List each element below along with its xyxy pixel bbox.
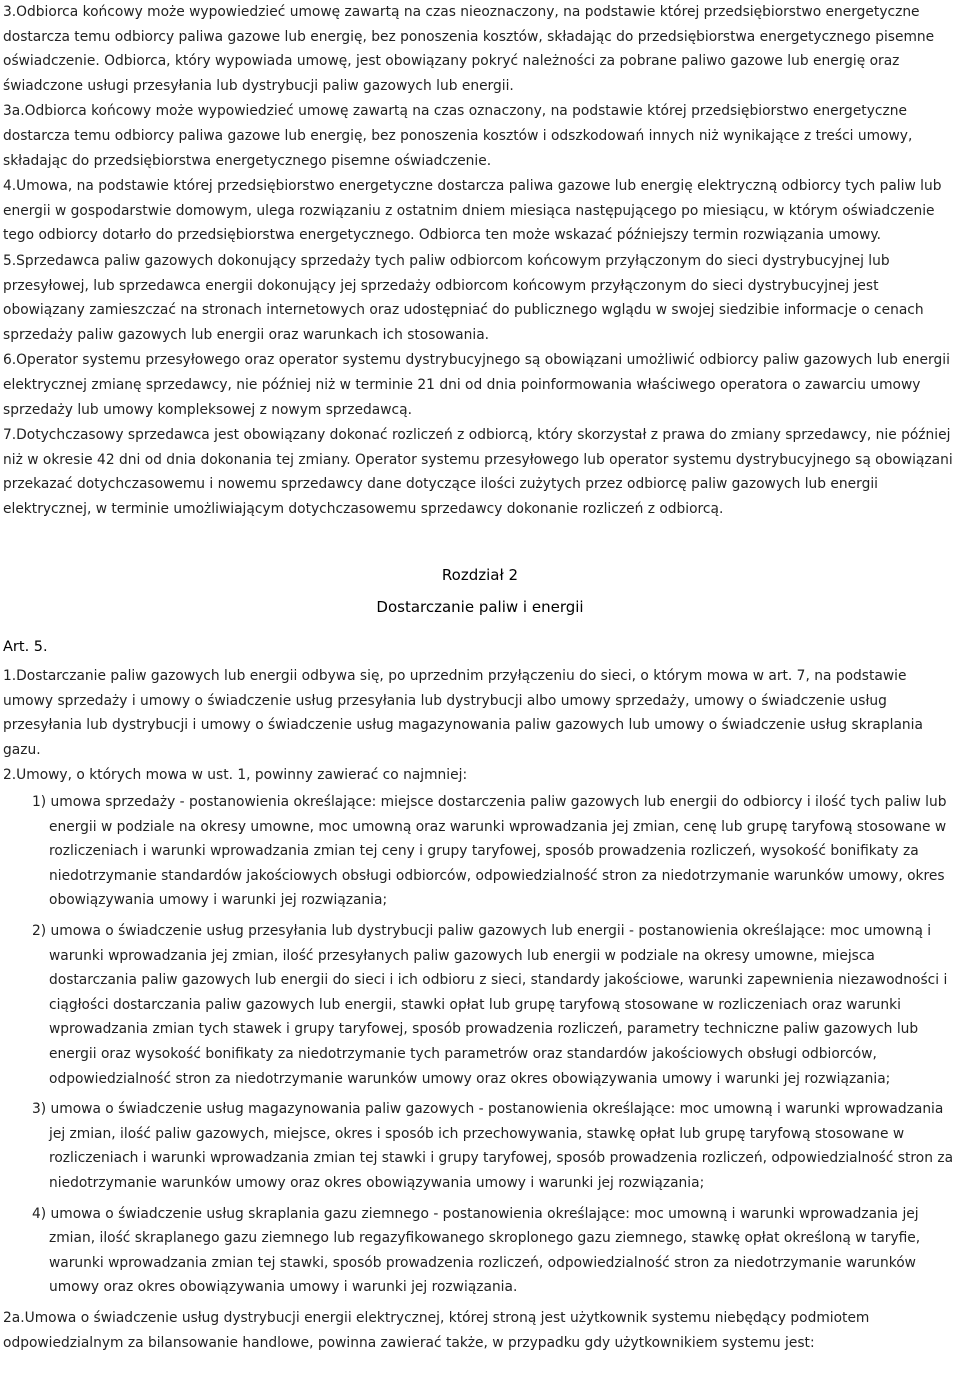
article-label: Art. 5. <box>3 639 48 656</box>
paragraph-3: 3.Odbiorca końcowy może wypowiedzieć umowę zawartą na czas nieoznaczony, na podstawie której przedsiębiorstwo energetyczne dostarcza temu odbiorcy paliwa gazowe lub energię, bez ponoszenia kosztów, składając do przedsiębiorstwa energetycznego pisemne oświadczenie. Odbiorca, który wypowiada umowę, jest obowiązany pokryć należności za pobrane paliwo gazowe lub energię oraz świadczone usługi przesyłania lub dystrybucji paliw gazowych lub energii. <box>3 4 935 94</box>
list-item: 3) umowa o świadczenie usług magazynowania paliw gazowych - postanowienia określające: moc umowną i warunki wprowadzania jej zmian, ilość paliw gazowych, miejsce, okres i sposób ich przechowywania, stawkę opłat lub grupę taryfową stosowane w rozliczeniach i warunki wprowadzania zmian tej stawki i grupy taryfowej, sposób prowadzenia rozliczeń, odpowiedzialność stron za niedotrzymanie warunków umowy oraz okres obowiązywania umowy i warunki jej rozwiązania; <box>32 1101 954 1191</box>
paragraph-6: 6.Operator systemu przesyłowego oraz operator systemu dystrybucyjnego są obowiązani umożliwić odbiorcy paliw gazowych lub energii elektrycznej zmianę sprzedawcy, nie później niż w terminie 21 dni od dnia poinformowania właściwego operatora o zawarciu umowy sprzedaży lub umowy kompleksowej z nowym sprzedawcą. <box>3 352 950 418</box>
list-item: 1) umowa sprzedaży - postanowienia określające: miejsce dostarczenia paliw gazowych lub energii do odbiorcy i ilość tych paliw lub energii w podziale na okresy umowne, moc umowną oraz warunki wprowadzania jej zmian, cenę lub grupę taryfową stosowane w rozliczeniach i warunki wprowadzania zmian tej ceny i grupy taryfowej, sposób prowadzenia rozliczeń, wysokość bonifikaty za niedotrzymanie standardów jakościowych obsługi odbiorców, odpowiedzialność stron za niedotrzymanie warunków umowy, okres obowiązywania umowy i warunki jej rozwiązania; <box>32 794 947 909</box>
paragraph-3a: 3a.Odbiorca końcowy może wypowiedzieć umowę zawartą na czas oznaczony, na podstawie której przedsiębiorstwo energetyczne dostarcza temu odbiorcy paliwa gazowe lub energię, bez ponoszenia kosztów i odszkodowań innych niż wynikające z treści umowy, składając do przedsiębiorstwa energetycznego pisemne oświadczenie. <box>3 103 913 169</box>
paragraph-4: 4.Umowa, na podstawie której przedsiębiorstwo energetyczne dostarcza paliwa gazowe lub energię elektryczną odbiorcy tych paliw lub energii w gospodarstwie domowym, ulega rozwiązaniu z ostatnim dniem miesiąca następującego po miesiącu, w którym oświadczenie tego odbiorcy dotarło do przedsiębiorstwa energetycznego. Odbiorca ten może wskazać późniejszy termin rozwiązania umowy. <box>3 178 942 244</box>
list-item: 4) umowa o świadczenie usług skraplania gazu ziemnego - postanowienia określające: moc umowną i warunki wprowadzania jej zmian, ilość skraplanego gazu ziemnego lub regazyfikowanego skroplonego gazu ziemnego, stawkę opłat określoną w taryfie, warunki wprowadzania zmian tej stawki, sposób prowadzenia rozliczeń, odpowiedzialność stron za niedotrzymanie warunków umowy oraz okres obowiązywania umowy i warunki jej rozwiązania. <box>32 1205 921 1296</box>
article-paragraph-2: 2.Umowy, o których mowa w ust. 1, powinny zawierać co najmniej: <box>3 767 468 784</box>
article-paragraph-1: 1.Dostarczanie paliw gazowych lub energii odbywa się, po uprzednim przyłączeniu do sieci, o którym mowa w art. 7, na podstawie umowy sprzedaży i umowy o świadczenie usług przesyłania lub dystrybucji albo umowy sprzedaży, umowy o świadczenie usług przesyłania lub dystrybucji i umowy o świadczenie usług magazynowania paliw gazowych lub umowy o świadczenie usług skraplania gazu. <box>3 668 923 758</box>
chapter-number: Rozdział 2 <box>441 566 519 585</box>
contract-requirements-list <box>3 790 957 1300</box>
paragraph-5: 5.Sprzedawca paliw gazowych dokonujący sprzedaży tych paliw odbiorcom końcowym przyłączonym do sieci dystrybucyjnej lub przesyłowej, lub sprzedawca energii dokonujący jej sprzedaży odbiorcom końcowym przyłączonym do sieci dystrybucyjnej jest obowiązany zamieszczać na stronach internetowych oraz udostępniać do publicznego wglądu w swojej siedzibie informacje o cenach sprzedaży paliw gazowych lub energii oraz warunkach ich stosowania. <box>3 252 924 343</box>
chapter-title: Dostarczanie paliw i energii <box>376 598 584 617</box>
paragraph-7: 7.Dotychczasowy sprzedawca jest obowiązany dokonać rozliczeń z odbiorcą, który skorzystał z prawa do zmiany sprzedawcy, nie później niż w okresie 42 dni od dnia dokonania tej zmiany. Operator systemu przesyłowego lub operator systemu dystrybucyjnego są obowiązani przekazać dotychczasowemu i nowemu sprzedawcy dane dotyczące ilości zużytych przez odbiorcę paliw gazowych lub energii elektrycznej, w terminie umożliwiającym dotychczasowemu sprzedawcy dokonanie rozliczeń z odbiorcą. <box>3 427 953 517</box>
list-item: 2) umowa o świadczenie usług przesyłania lub dystrybucji paliw gazowych lub energii - postanowienia określające: moc umowną i warunki wprowadzania jej zmian, ilość przesyłanych paliw gazowych lub energii w podziale na okresy umowne, miejsca dostarczania paliw gazowych lub energii do sieci i ich odbioru z sieci, standardy jakościowe, warunki zapewnienia niezawodności i ciągłości dostarczania paliw gazowych lub energii, stawki opłat lub grupę taryfową stosowane w rozliczeniach oraz warunki wprowadzania zmian tych stawek i grupy taryfowej, sposób prowadzenia rozliczeń, parametry techniczne paliw gazowych lub energii oraz wysokość bonifikaty za niedotrzymanie tych parametrów oraz standardów jakościowych obsługi odbiorców, odpowiedzialność stron za niedotrzymanie warunków umowy oraz okres obowiązywania umowy i warunki jej rozwiązania; <box>32 923 948 1087</box>
article-paragraph-2a: 2a.Umowa o świadczenie usług dystrybucji energii elektrycznej, której stroną jest użytkownik systemu niebędący podmiotem odpowiedzialnym za bilansowanie handlowe, powinna zawierać także, w przypadku gdy użytkownikiem systemu jest: <box>3 1309 870 1351</box>
